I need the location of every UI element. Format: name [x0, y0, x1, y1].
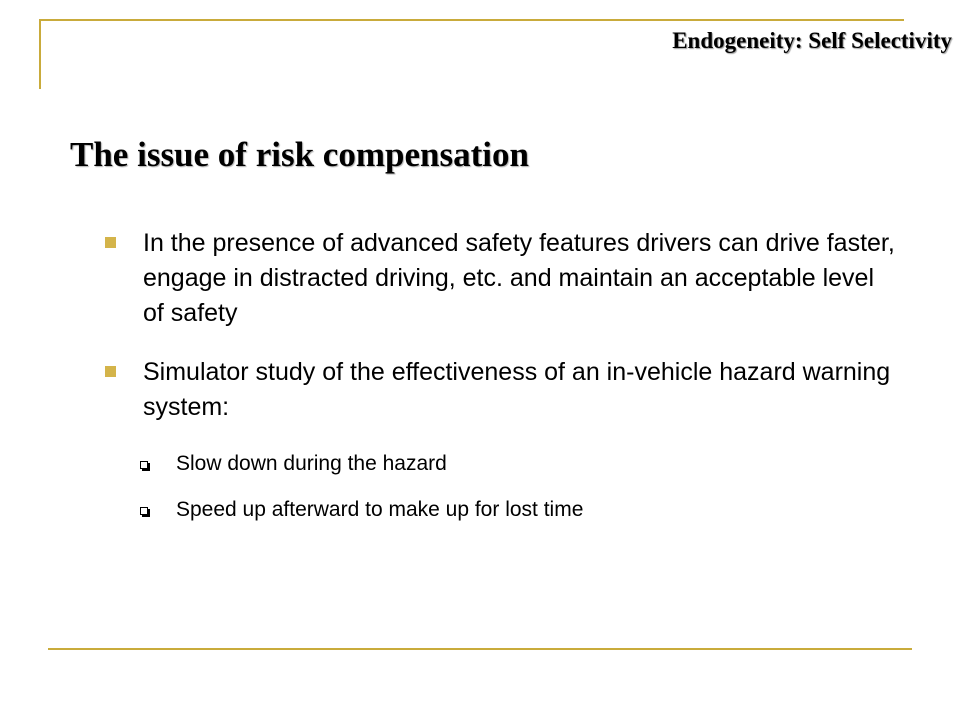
header-title: Endogeneity: Self Selectivity	[672, 28, 952, 53]
sub-bullet-item-1	[140, 450, 840, 478]
sub-bullet-text: Slow down during the hazard	[176, 452, 447, 475]
top-horizontal-rule	[40, 19, 904, 21]
bullet-item-2	[105, 355, 895, 425]
bullet-item-1	[105, 226, 895, 331]
hollow-square-bullet-icon	[140, 507, 148, 515]
sub-bullet-item-2	[140, 496, 840, 524]
hollow-square-bullet-icon	[140, 461, 148, 469]
bottom-horizontal-rule	[48, 648, 912, 650]
slide-title: The issue of risk compensation	[70, 135, 529, 174]
bullet-text: In the presence of advanced safety features drivers can drive faster, engage in distracted driving, etc. and maintain an acceptable level of safety	[143, 229, 895, 327]
square-bullet-icon	[105, 366, 116, 377]
bullet-text: Simulator study of the effectiveness of an in-vehicle hazard warning system:	[143, 358, 891, 421]
top-vertical-rule	[39, 19, 41, 89]
square-bullet-icon	[105, 237, 116, 248]
sub-bullet-text: Speed up afterward to make up for lost time	[176, 498, 584, 521]
